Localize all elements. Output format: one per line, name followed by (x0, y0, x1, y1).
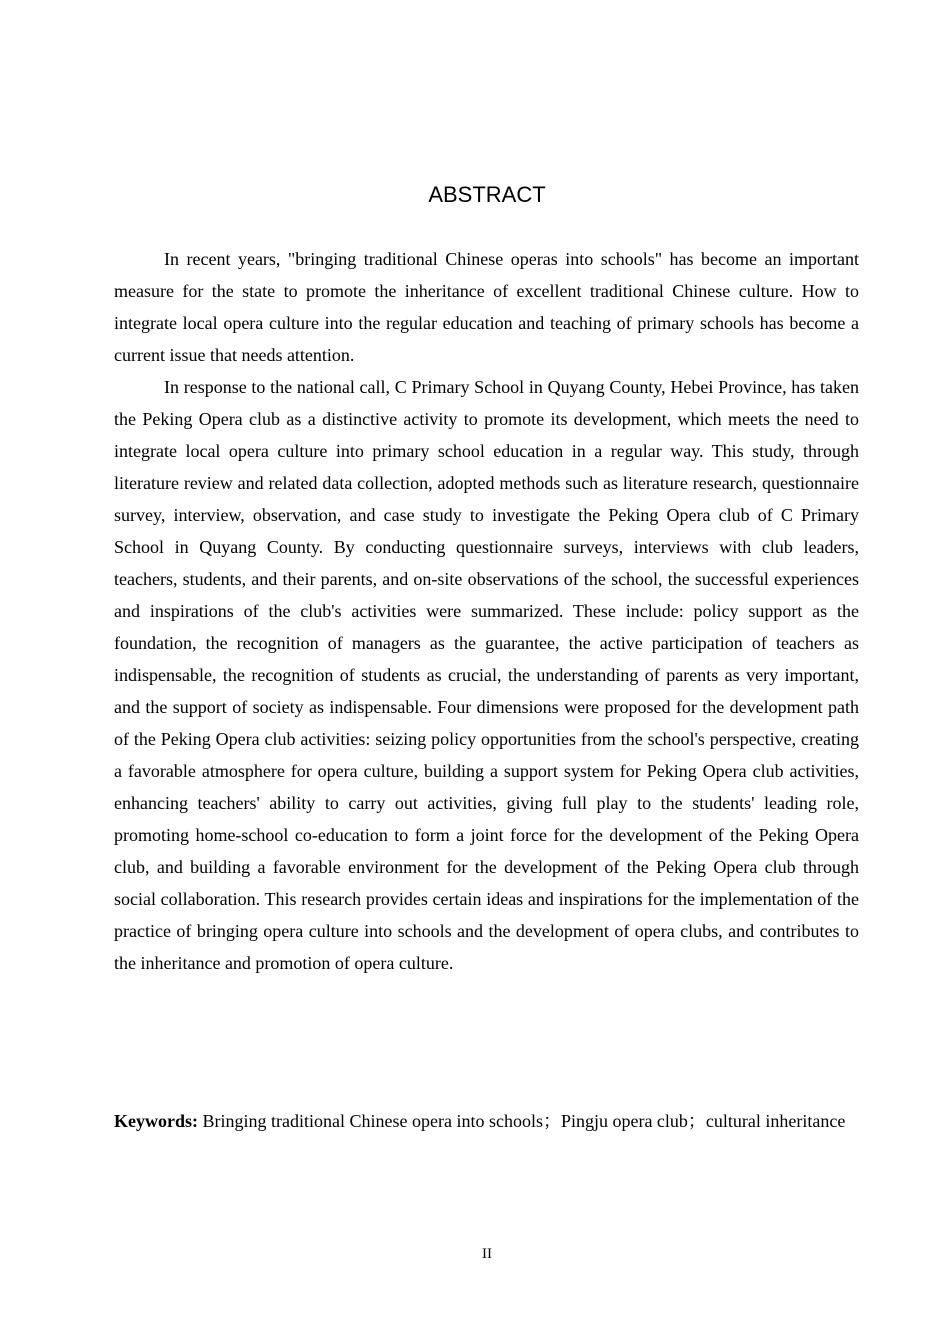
abstract-paragraph-1: In recent years, "bringing traditional Chinese operas into schools" has become an important measure for the state to promote the inheritance of excellent traditional Chinese culture. How to integrate local opera culture into the regular education and teaching of primary schools has become a current issue that needs attention. (114, 249, 859, 365)
keywords-text: Bringing traditional Chinese opera into schools；Pingju opera club；cultural inheritance (198, 1111, 846, 1131)
abstract-title: ABSTRACT (428, 182, 546, 207)
keywords-line (114, 1105, 859, 1137)
abstract-body (114, 243, 859, 979)
abstract-paragraph-2: In response to the national call, C Primary School in Quyang County, Hebei Province, has taken the Peking Opera club as a distinctive activity to promote its development, which meets the need to integrate local opera culture into primary school education in a regular way. This study, through literature review and related data collection, adopted methods such as literature research, questionnaire survey, interview, observation, and case study to investigate the Peking Opera club of C Primary School in Quyang County. By conducting questionnaire surveys, interviews with club leaders, teachers, students, and their parents, and on-site observations of the school, the successful experiences and inspirations of the club's activities were summarized. These include: policy support as the foundation, the recognition of managers as the guarantee, the active participation of teachers as indispensable, the recognition of students as crucial, the understanding of parents as very important, and the support of society as indispensable. Four dimensions were proposed for the development path of the Peking Opera club activities: seizing policy opportunities from the school's perspective, creating a favorable atmosphere for opera culture, building a support system for Peking Opera club activities, enhancing teachers' ability to carry out activities, giving full play to the students' leading role, promoting home-school co-education to form a joint force for the development of the Peking Opera club, and building a favorable environment for the development of the Peking Opera club through social collaboration. This research provides certain ideas and inspirations for the implementation of the practice of bringing opera culture into schools and the development of opera clubs, and contributes to the inheritance and promotion of opera culture. (114, 377, 859, 973)
keywords-label: Keywords: (114, 1111, 198, 1131)
page-number: II (482, 1246, 492, 1262)
